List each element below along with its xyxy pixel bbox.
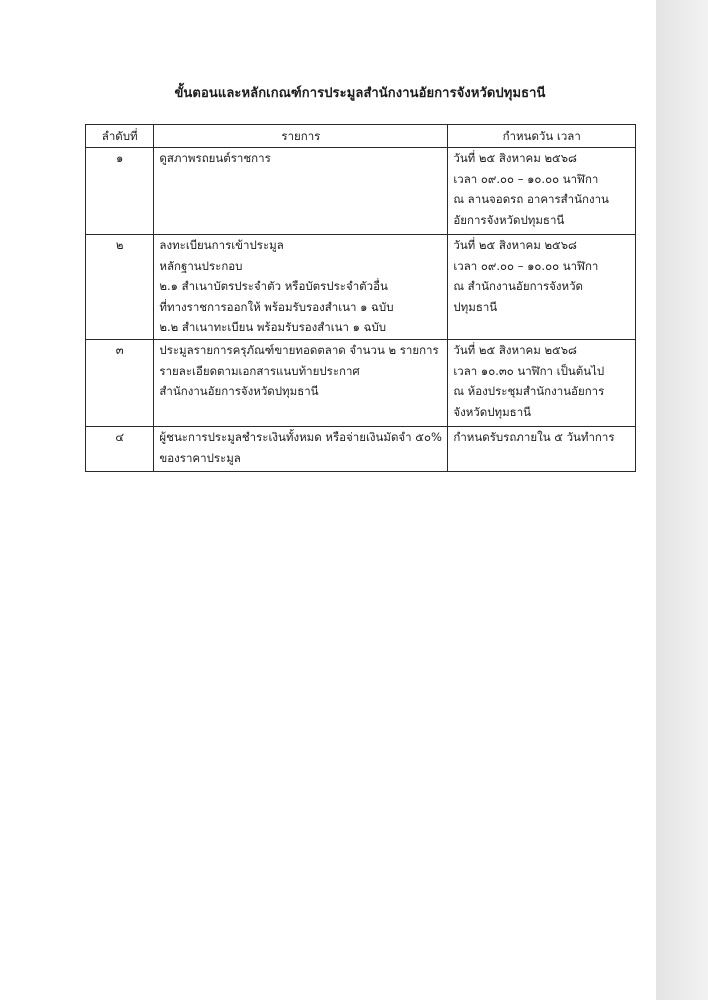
header-sequence: ลำดับที่: [86, 125, 154, 148]
table-header-row: [86, 125, 636, 148]
row-item: [154, 235, 448, 340]
header-schedule: กำหนดวัน เวลา: [448, 125, 636, 148]
item-line: ดูสภาพรถยนต์ราชการ: [159, 151, 271, 165]
row-schedule: [448, 148, 636, 235]
auction-steps-table: [85, 124, 636, 472]
row-number: ๒: [86, 235, 154, 340]
schedule-line: กำหนดรับรถภายใน ๕ วันทำการ: [453, 430, 615, 444]
row-schedule: [448, 235, 636, 340]
item-line: ๒.๑ สำเนาบัตรประจำตัว หรือบัตรประจำตัวอื่น: [159, 279, 388, 293]
schedule-line: วันที่ ๒๕ สิงหาคม ๒๕๖๘: [453, 151, 577, 165]
scan-edge-shadow: [656, 0, 708, 1000]
schedule-line: เวลา ๐๙.๐๐ – ๑๐.๐๐ นาฬิกา: [453, 171, 599, 186]
table-row: [86, 235, 636, 340]
schedule-line: เวลา ๐๙.๐๐ – ๑๐.๐๐ นาฬิกา: [453, 258, 599, 273]
schedule-line: อัยการจังหวัดปทุมธานี: [453, 212, 565, 227]
item-line: ผู้ชนะการประมูลชำระเงินทั้งหมด หรือจ่ายเงินมัดจำ ๕๐%: [159, 430, 442, 444]
schedule-line: ณ ลานจอดรถ อาคารสำนักงาน: [453, 192, 609, 206]
row-item: [154, 148, 448, 235]
row-schedule: [448, 427, 636, 472]
item-line: หลักฐานประกอบ: [159, 258, 243, 273]
item-line: ของราคาประมูล: [159, 450, 241, 465]
document-title: ขั้นตอนและหลักเกณฑ์การประมูลสำนักงานอัยการจังหวัดปทุมธานี: [174, 86, 546, 101]
table-row: [86, 427, 636, 472]
row-number: ๔: [86, 427, 154, 472]
item-line: รายละเอียดตามเอกสารแนบท้ายประกาศ: [159, 363, 360, 378]
schedule-line: ณ สำนักงานอัยการจังหวัด: [453, 279, 584, 293]
schedule-line: ปทุมธานี: [453, 299, 498, 314]
row-item: [154, 340, 448, 427]
table-row: [86, 148, 636, 235]
item-line: สำนักงานอัยการจังหวัดปทุมธานี: [159, 384, 319, 398]
item-line: ที่ทางราชการออกให้ พร้อมรับรองสำเนา ๑ ฉบับ: [159, 299, 394, 314]
schedule-line: ณ ห้องประชุมสำนักงานอัยการ: [453, 384, 605, 398]
row-schedule: [448, 340, 636, 427]
schedule-line: วันที่ ๒๕ สิงหาคม ๒๕๖๘: [453, 343, 577, 357]
header-item: รายการ: [154, 125, 448, 148]
schedule-line: เวลา ๑๐.๓๐ นาฬิกา เป็นต้นไป: [453, 363, 605, 378]
row-item: [154, 427, 448, 472]
item-line: ลงทะเบียนการเข้าประมูล: [159, 238, 284, 252]
row-number: ๓: [86, 340, 154, 427]
item-line: ๒.๒ สำเนาทะเบียน พร้อมรับรองสำเนา ๑ ฉบับ: [159, 320, 387, 334]
item-line: ประมูลรายการครุภัณฑ์ขายทอดตลาด จำนวน ๒ รายการ: [159, 343, 439, 357]
schedule-line: จังหวัดปทุมธานี: [453, 404, 532, 419]
row-number: ๑: [86, 148, 154, 235]
table-row: [86, 340, 636, 427]
schedule-line: วันที่ ๒๕ สิงหาคม ๒๕๖๘: [453, 238, 577, 252]
